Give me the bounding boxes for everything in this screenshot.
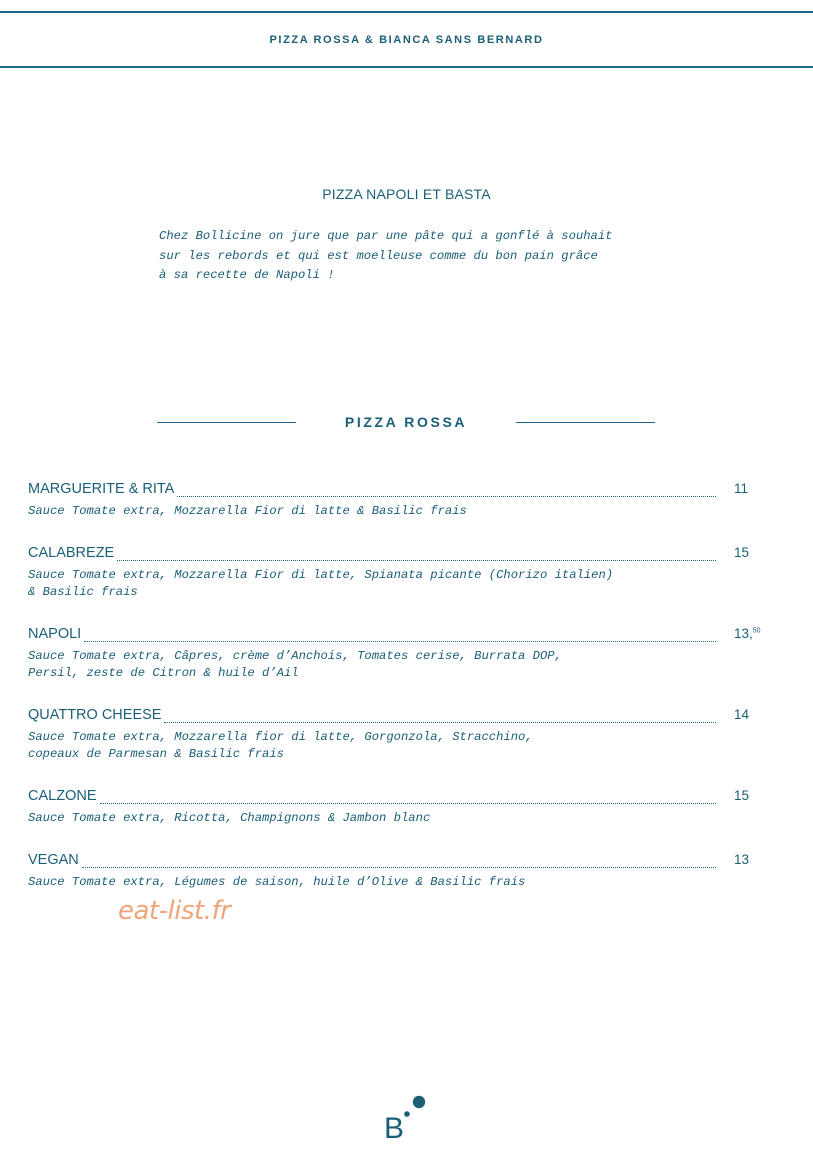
section-label: PIZZA ROSSA xyxy=(344,414,468,430)
item-price: 14 xyxy=(734,707,750,722)
menu-item xyxy=(28,788,778,827)
item-description: Sauce Tomate extra, Légumes de saison, huile d’Olive & Basilic frais xyxy=(28,875,526,889)
dotted-leader xyxy=(82,866,716,868)
watermark-text: eat-list.fr xyxy=(118,896,231,926)
page-header xyxy=(0,11,813,68)
section-rule-right xyxy=(516,422,655,423)
item-price: 13,50 xyxy=(734,626,761,641)
item-name: CALZONE xyxy=(28,788,97,804)
item-description: Sauce Tomate extra, Mozzarella fior di latte, Gorgonzola, Stracchino, copeaux de Parmesan & Basilic frais xyxy=(28,730,533,761)
item-price: 15 xyxy=(734,545,750,560)
item-name: NAPOLI xyxy=(28,626,82,642)
item-name: MARGUERITE & RITA xyxy=(28,481,175,497)
section-rule-left xyxy=(157,422,296,423)
menu-item xyxy=(28,545,778,600)
intro-text: Chez Bollicine on jure que par une pâte qui a gonflé à souhait sur les rebords et qui est moelleuse comme du bon pain grâce à sa recette de Napoli ! xyxy=(159,229,613,282)
dotted-leader xyxy=(164,721,716,723)
item-name: QUATTRO CHEESE xyxy=(28,707,162,723)
dotted-leader xyxy=(117,559,716,561)
dotted-leader xyxy=(84,640,716,642)
menu-item xyxy=(28,626,778,681)
item-price: 15 xyxy=(734,788,750,803)
item-name: CALABREZE xyxy=(28,545,115,561)
section-heading xyxy=(157,412,655,432)
menu-item xyxy=(28,481,778,520)
intro-title: PIZZA NAPOLI ET BASTA xyxy=(322,186,491,202)
header-title: PIZZA ROSSA & BIANCA SANS BERNARD xyxy=(269,33,544,46)
item-price: 13 xyxy=(734,852,750,867)
menu-item xyxy=(28,707,778,762)
menu-item xyxy=(28,852,778,891)
svg-text:B: B xyxy=(384,1112,405,1142)
dotted-leader xyxy=(100,802,717,804)
item-name: VEGAN xyxy=(28,852,79,868)
item-price: 11 xyxy=(734,481,749,496)
bollicine-logo-icon xyxy=(384,1090,434,1142)
item-description: Sauce Tomate extra, Mozzarella Fior di latte & Basilic frais xyxy=(28,504,467,518)
item-description: Sauce Tomate extra, Câpres, crème d’Anchois, Tomates cerise, Burrata DOP, Persil, zeste de Citron & huile d’Ail xyxy=(28,649,562,680)
item-description: Sauce Tomate extra, Mozzarella Fior di latte, Spianata picante (Chorizo italien) & Basilic frais xyxy=(28,568,614,599)
dotted-leader xyxy=(177,495,716,497)
item-description: Sauce Tomate extra, Ricotta, Champignons & Jambon blanc xyxy=(28,811,431,825)
